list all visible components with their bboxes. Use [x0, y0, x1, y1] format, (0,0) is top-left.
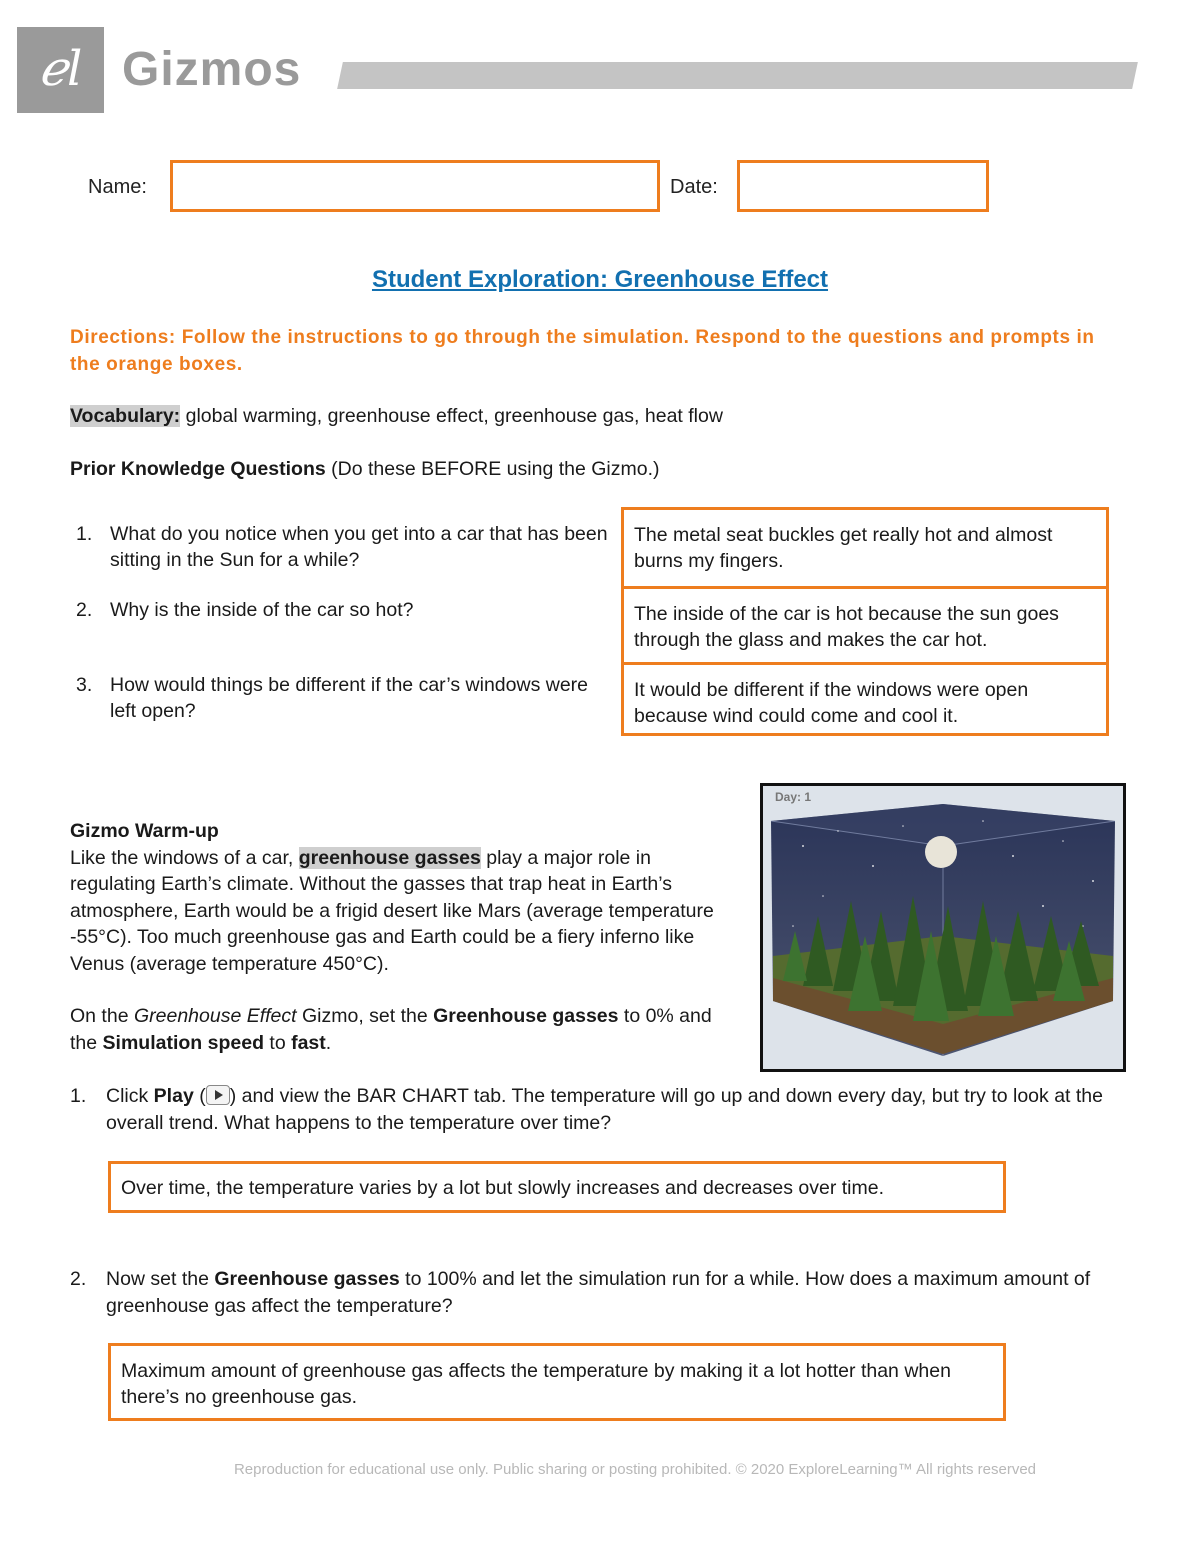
greenhouse-gasses-term: Greenhouse gasses [433, 1005, 619, 1027]
prior-heading: Prior Knowledge Questions [70, 458, 326, 480]
day-counter: Day: 1 [775, 790, 812, 804]
header-decor-bar [337, 62, 1138, 89]
prior-question-2 [76, 597, 616, 637]
step-text: ) and view the BAR CHART tab. The temperature will go up and down every day, but try to look at the overall trend. What happens to the temperature over time? [106, 1085, 1103, 1134]
warmup-text: to 0% and the [70, 1005, 712, 1054]
warmup-text: play a major role in regulating Earth’s climate. Without the gasses that trap heat in Earth’s atmosphere, Earth would be a frigid desert like Mars (average temperature -55°C). Too much greenhouse gas and Earth could be a fiery inferno like Venus (average temperature 450°C). [70, 846, 714, 975]
greenhouse-gasses-highlight: greenhouse gasses [298, 846, 481, 869]
gizmo-name: Greenhouse Effect [133, 1005, 297, 1027]
question-text: What do you notice when you get into a car that has been sitting in the Sun for a while? [110, 523, 608, 571]
step-1-text [106, 1083, 1130, 1136]
warmup-section [70, 818, 730, 1056]
warmup-heading: Gizmo Warm-up [70, 820, 219, 842]
step-2 [70, 1266, 1130, 1319]
vocabulary-line [70, 405, 723, 428]
vocabulary-terms: global warming, greenhouse effect, greenhouse gas, heat flow [180, 405, 723, 427]
prior-note: (Do these BEFORE using the Gizmo.) [325, 458, 660, 480]
step-1-answer[interactable]: Over time, the temperature varies by a lot but slowly increases and decreases over time. [108, 1161, 1006, 1213]
question-number: 3. [76, 674, 93, 696]
question-text: How would things be different if the car’s windows were left open? [110, 674, 588, 722]
warmup-text: Gizmo, set the [296, 1005, 434, 1027]
step-number: 1. [70, 1085, 87, 1107]
page-title: Student Exploration: Greenhouse Effect [371, 266, 829, 293]
footer-copyright: Reproduction for educational use only. Public sharing or posting prohibited. © 2020 ExploreLearning™ All rights reserved [233, 1461, 1037, 1478]
moon [925, 836, 957, 868]
warmup-paragraph-2 [70, 1003, 730, 1056]
question-text: Why is the inside of the car so hot? [110, 599, 414, 621]
warmup-text: On the [70, 1005, 134, 1027]
step-text: ( [193, 1085, 206, 1107]
prior-answer-1[interactable]: The metal seat buckles get really hot and almost burns my fingers. [634, 524, 1053, 572]
greenhouse-cube-illustration [763, 786, 1123, 1069]
date-field[interactable] [737, 160, 989, 212]
name-label: Name: [88, 176, 147, 198]
step-text: Click [106, 1085, 154, 1107]
warmup-text: to [263, 1031, 292, 1054]
prior-question-3 [76, 672, 616, 732]
directions-text: Directions: Follow the instructions to go through the simulation. Respond to the questions and prompts in the orange boxes. [70, 327, 1095, 375]
prior-answers-table [621, 507, 1109, 736]
brand-name: Gizmos [122, 43, 302, 96]
step-text: Now set the [106, 1268, 215, 1290]
step-2-answer[interactable]: Maximum amount of greenhouse gas affects the temperature by making it a lot hotter than when there’s no greenhouse gas. [108, 1343, 1006, 1421]
warmup-paragraph-1 [70, 845, 730, 978]
logo-glyph: ℯl [38, 41, 83, 97]
prior-question-1 [76, 521, 616, 581]
fast-term: fast [291, 1031, 326, 1054]
step-1 [70, 1083, 1130, 1136]
vocabulary-label: Vocabulary: [70, 405, 181, 427]
step-number: 2. [70, 1268, 87, 1290]
step-text: to 100% and let the simulation run for a while. How does a maximum amount of greenhouse gas affect the temperature? [106, 1268, 1091, 1317]
prior-answer-2[interactable]: The inside of the car is hot because the sun goes through the glass and makes the car hot. [624, 586, 1106, 662]
date-label: Date: [670, 176, 718, 198]
question-number: 1. [76, 523, 93, 545]
play-icon [206, 1085, 230, 1105]
name-field[interactable] [170, 160, 660, 212]
simulation-image [760, 783, 1126, 1072]
step-2-text [106, 1266, 1130, 1319]
warmup-text: . [325, 1031, 332, 1054]
gizmos-logo-mark [17, 27, 104, 113]
simulation-speed-term: Simulation speed [102, 1031, 264, 1054]
warmup-text: Like the windows of a car, [70, 846, 299, 869]
prior-knowledge-heading [70, 458, 660, 481]
greenhouse-gasses-term: Greenhouse gasses [214, 1268, 400, 1290]
prior-answer-3[interactable]: It would be different if the windows were open because wind could come and cool it. [624, 662, 1106, 733]
play-term: Play [153, 1085, 194, 1107]
question-number: 2. [76, 599, 93, 621]
